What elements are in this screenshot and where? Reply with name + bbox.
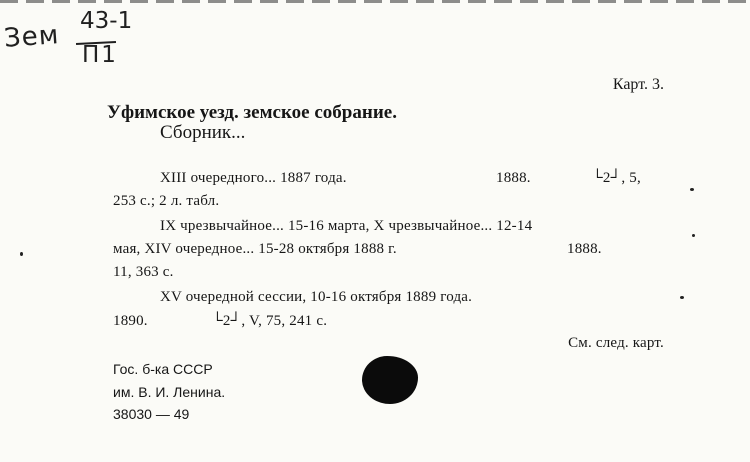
entry-xiii-year: 1888. [496,170,531,186]
card-heading: Уфимское уезд. земское собрание. [107,102,397,123]
scan-edge [0,0,750,3]
library-stamp-line-1: Гос. б-ка СССР [113,361,213,377]
scan-speck [690,188,694,191]
entry-xiii-volume: └2┘, 5, [592,170,641,186]
entry-xiii-text: XIII очередного... 1887 года. [160,170,347,186]
entry-xiii-pages: 253 с.; 2 л. табл. [113,193,220,209]
entry-xv-text: XV очередной сессии, 10-16 октября 1889 года. [160,289,473,305]
entry-ix-text: IX чрезвычайное... 15-16 марта, X чрезвычайное... 12-14 [160,218,533,234]
entry-xiv-text: мая, XIV очередное... 15-28 октября 1888 г. [113,241,397,257]
scan-speck [680,296,684,299]
handwritten-prefix: Зем [3,20,61,54]
card-number-label: Карт. 3. [612,76,664,93]
see-next-card: См. след. карт. [568,335,664,351]
library-stamp-line-3: 38030 — 49 [113,406,190,422]
scan-speck [692,234,695,237]
handwritten-denominator: П1 [82,42,118,68]
library-stamp-line-2: им. В. И. Ленина. [113,384,226,400]
entry-xiv-year: 1888. [567,241,602,257]
card-subheading: Сборник... [160,122,246,143]
entry-xv-year: 1890. [113,313,148,329]
handwritten-number: 43-1 [80,8,133,34]
entry-xiv-pages: 11, 363 с. [113,264,174,280]
ink-stain [362,356,418,404]
scan-speck [20,252,23,256]
entry-xv-volume: └2┘, V, 75, 241 с. [212,313,328,329]
